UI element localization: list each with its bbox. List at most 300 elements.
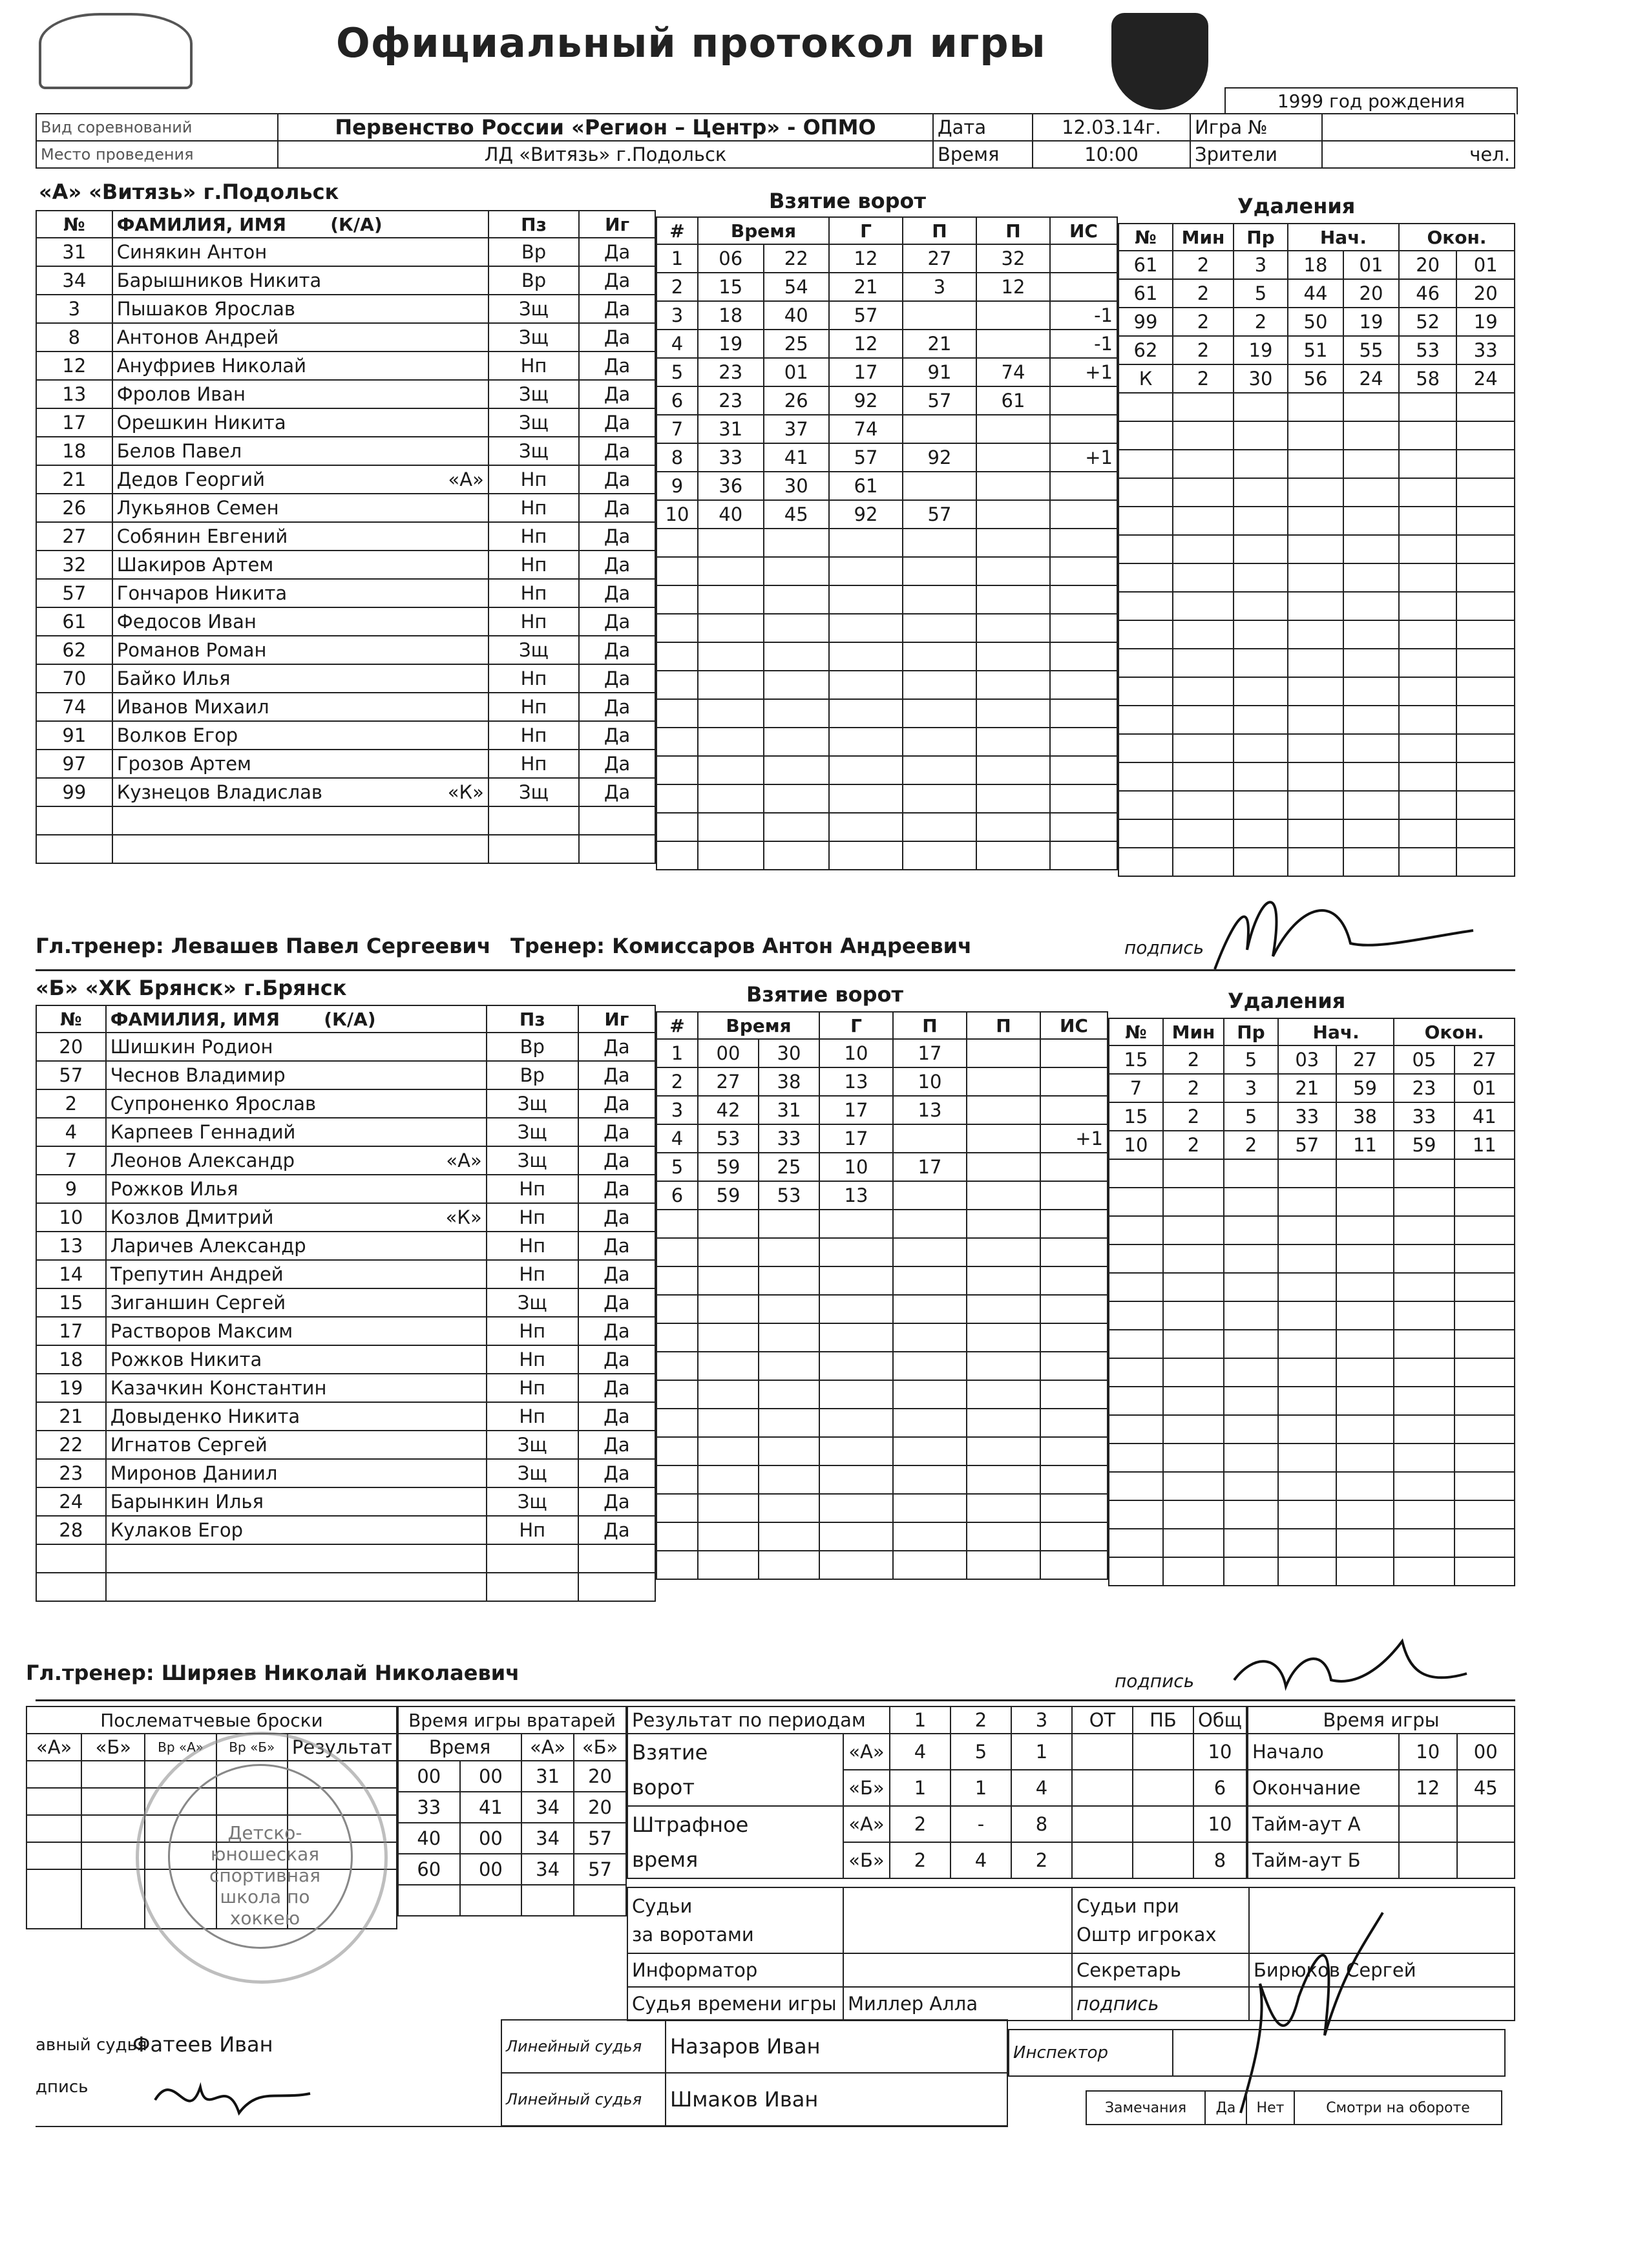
start-label: Начало [1248, 1734, 1399, 1770]
penalty-end-sec [1455, 1216, 1515, 1244]
goal-situation [1040, 1039, 1108, 1067]
roster-row [36, 437, 655, 465]
penalty-end-sec [1456, 649, 1515, 677]
venue-value: ЛД «Витязь» г.Подольск [278, 141, 933, 168]
penalty-end-min [1399, 478, 1457, 507]
goal-second [764, 813, 830, 841]
player-number: 22 [36, 1431, 106, 1459]
penalty-player [1109, 1159, 1163, 1188]
goals-a-p3: 1 [1011, 1734, 1072, 1770]
penalty-row [1119, 791, 1515, 819]
penalty-player [1109, 1301, 1163, 1330]
penalty-minutes [1163, 1472, 1224, 1500]
pim-a-p1: 2 [890, 1806, 951, 1842]
goal-assist1 [893, 1124, 967, 1153]
penalty-end-min [1394, 1557, 1454, 1586]
goal-minute: 36 [698, 472, 764, 500]
penalty-minutes [1163, 1415, 1224, 1444]
period-col-ot: ОТ [1072, 1706, 1133, 1734]
goal-situation [1050, 671, 1117, 699]
gk-row [398, 1885, 626, 1916]
penalty-start-min [1278, 1301, 1336, 1330]
goal-situation [1050, 273, 1117, 301]
goal-second [764, 841, 830, 870]
goal-row [656, 472, 1117, 500]
player-position [487, 1573, 578, 1601]
linesman2-label: Линейный судья [501, 2073, 666, 2126]
roster-row [36, 1089, 655, 1118]
player-name: Чеснов Владимир [106, 1061, 487, 1089]
penalty-start-sec [1343, 762, 1399, 791]
goal-assist2 [976, 529, 1050, 557]
goal-second [759, 1323, 819, 1352]
penalty-minutes [1173, 592, 1234, 620]
team-a-goals [656, 216, 1118, 870]
goal-situation [1050, 614, 1117, 642]
goal-assist2: 74 [976, 358, 1050, 386]
penalty-start-min [1278, 1358, 1336, 1387]
period-col-so: ПБ [1133, 1706, 1193, 1734]
penalty-end-min [1394, 1244, 1454, 1273]
goal-assist1: 13 [893, 1096, 967, 1124]
penalty-end-min [1399, 450, 1457, 478]
goal-situation [1040, 1181, 1108, 1210]
penalty-row [1119, 706, 1515, 734]
penalty-minutes [1173, 819, 1234, 848]
penalty-start-min [1288, 677, 1343, 706]
penalty-start-min [1278, 1159, 1336, 1188]
goal-situation [1050, 585, 1117, 614]
penalty-end-min [1399, 592, 1457, 620]
start-minute: 00 [1457, 1734, 1515, 1770]
penalty-minutes [1173, 791, 1234, 819]
penalty-reason [1234, 421, 1288, 450]
goal-assist2 [976, 614, 1050, 642]
team-a-goals-title: Взятие ворот [769, 189, 927, 213]
penalty-end-sec: 27 [1455, 1045, 1515, 1074]
penalty-start-min: 50 [1288, 308, 1343, 336]
goal-assist2 [976, 813, 1050, 841]
player-number: 21 [36, 1402, 106, 1431]
gk-second: 41 [460, 1792, 522, 1823]
penalty-end-sec [1455, 1557, 1515, 1586]
gk-b: 20 [574, 1792, 626, 1823]
goal-assist2 [967, 1323, 1040, 1352]
goal-situation: +1 [1040, 1124, 1108, 1153]
player-number: 15 [36, 1288, 106, 1317]
goal-row [656, 1409, 1108, 1437]
team-a-penalties-title: Удаления [1237, 194, 1356, 218]
gk-minute: 33 [398, 1792, 460, 1823]
col-name: ФАМИЛИЯ, ИМЯ (К/А) [112, 211, 488, 238]
penalty-player [1119, 734, 1173, 762]
player-number: 20 [36, 1033, 106, 1061]
penalty-player [1119, 620, 1173, 649]
penalty-row [1119, 279, 1515, 308]
goal-second: 37 [764, 415, 830, 443]
penalty-row [1109, 1529, 1515, 1557]
goal-assist2 [976, 642, 1050, 671]
penalty-end-min [1394, 1330, 1454, 1358]
penalty-row [1109, 1102, 1515, 1131]
goal-row [656, 756, 1117, 784]
roster-row [36, 1374, 655, 1402]
penalty-end-min [1399, 677, 1457, 706]
penalty-start-min [1278, 1330, 1336, 1358]
player-name: Зиганшин Сергей [106, 1288, 487, 1317]
goal-minute [698, 728, 764, 756]
penalty-end-min [1399, 507, 1457, 535]
gk-b: 57 [574, 1854, 626, 1885]
player-number: 74 [36, 693, 112, 721]
goal-minute [698, 1323, 759, 1352]
goal-row [656, 557, 1117, 585]
roster-row [36, 266, 655, 295]
goal-assist1: 17 [893, 1039, 967, 1067]
penalty-player: 62 [1119, 336, 1173, 364]
penalty-start-min [1288, 762, 1343, 791]
pim-b-p2: 4 [951, 1842, 1011, 1878]
penalty-row [1119, 819, 1515, 848]
penalty-start-sec [1336, 1301, 1394, 1330]
player-position: Нп [488, 522, 579, 551]
goal-row [656, 529, 1117, 557]
player-number: 57 [36, 579, 112, 607]
player-position [487, 1544, 578, 1573]
player-name: Миронов Даниил [106, 1459, 487, 1487]
penalty-end-sec: 20 [1456, 279, 1515, 308]
goal-scorer: 17 [819, 1096, 893, 1124]
goal-scorer [819, 1323, 893, 1352]
player-name: Барынкин Илья [106, 1487, 487, 1516]
penalty-player [1109, 1500, 1163, 1529]
penalty-start-sec: 59 [1336, 1074, 1394, 1102]
goal-assist2 [976, 784, 1050, 813]
goal-number: 2 [656, 273, 698, 301]
penalty-minutes: 2 [1173, 279, 1234, 308]
player-name: Грозов Артем [112, 750, 488, 778]
penalty-player [1119, 450, 1173, 478]
team-a-coach-signature [1208, 853, 1480, 982]
end-label: Окончание [1248, 1770, 1399, 1806]
penalty-start-min [1278, 1444, 1336, 1472]
penalty-end-min [1394, 1444, 1454, 1472]
player-number: 4 [36, 1118, 106, 1146]
game-time-table [1247, 1706, 1515, 1879]
goal-number [656, 1210, 698, 1238]
goal-assist2 [967, 1522, 1040, 1551]
player-played: Да [578, 1288, 655, 1317]
goal-assist1: 92 [903, 443, 976, 472]
goal-assist2 [967, 1238, 1040, 1266]
goal-assist1 [893, 1551, 967, 1579]
roster-row [36, 323, 655, 352]
roster-row [36, 1317, 655, 1345]
roster-row [36, 551, 655, 579]
penalty-start-min [1288, 791, 1343, 819]
goal-scorer: 57 [829, 443, 903, 472]
period-col-1: 1 [890, 1706, 951, 1734]
player-number: 91 [36, 721, 112, 750]
player-position: Зщ [487, 1146, 578, 1175]
goal-row [656, 784, 1117, 813]
roster-row [36, 380, 655, 408]
page-title: Официальный протокол игры [336, 19, 1046, 67]
penalty-minutes [1163, 1330, 1224, 1358]
goal-number [656, 841, 698, 870]
gk-b [574, 1885, 626, 1916]
gk-a [521, 1885, 574, 1916]
penalty-player [1109, 1358, 1163, 1387]
goal-minute [698, 1210, 759, 1238]
goals-team-b: «Б» [843, 1770, 890, 1806]
goal-assist2 [967, 1153, 1040, 1181]
goal-second: 30 [759, 1039, 819, 1067]
gk-a: 34 [521, 1792, 574, 1823]
player-number [36, 1573, 106, 1601]
goal-number [656, 614, 698, 642]
goal-assist2 [976, 500, 1050, 529]
player-number: 97 [36, 750, 112, 778]
goal-assist1 [903, 841, 976, 870]
player-played: Да [579, 579, 655, 607]
goal-assist1: 10 [893, 1067, 967, 1096]
goal-situation [1050, 642, 1117, 671]
player-played: Да [579, 721, 655, 750]
penalty-minutes: 2 [1173, 251, 1234, 279]
goal-scorer [819, 1437, 893, 1465]
player-position: Нп [488, 465, 579, 494]
player-played [578, 1544, 655, 1573]
goal-minute [698, 699, 764, 728]
penalty-row [1119, 649, 1515, 677]
penalty-minutes [1173, 535, 1234, 563]
goal-row [656, 841, 1117, 870]
penalty-start-sec [1336, 1529, 1394, 1557]
penalty-reason [1234, 649, 1288, 677]
team-b-goals [656, 1011, 1108, 1580]
end-minute: 45 [1457, 1770, 1515, 1806]
penalty-end-sec [1455, 1529, 1515, 1557]
roster-row [36, 1061, 655, 1089]
player-name: Рожков Никита [106, 1345, 487, 1374]
goal-assist2 [976, 330, 1050, 358]
penalty-end-sec [1456, 791, 1515, 819]
goals-b-so [1133, 1770, 1193, 1806]
player-played: Да [579, 238, 655, 266]
penalty-reason [1234, 791, 1288, 819]
goal-row [656, 500, 1117, 529]
goal-minute [698, 1465, 759, 1494]
team-a-head-coach: Гл.тренер: Левашев Павел Сергеевич [36, 934, 491, 958]
captain-mark: «К» [447, 781, 484, 803]
player-played: Да [579, 323, 655, 352]
goal-row [656, 813, 1117, 841]
penalty-minutes [1163, 1188, 1224, 1216]
penalty-end-sec [1455, 1273, 1515, 1301]
roster-row [36, 1175, 655, 1203]
penalty-start-min: 57 [1278, 1131, 1336, 1159]
penalty-player [1109, 1557, 1163, 1586]
penalty-reason: 30 [1234, 364, 1288, 393]
goal-situation [1050, 244, 1117, 273]
penalty-minutes: 2 [1163, 1045, 1224, 1074]
goal-minute [698, 1238, 759, 1266]
goal-number [656, 557, 698, 585]
player-number: 34 [36, 266, 112, 295]
penalty-start-sec: 24 [1343, 364, 1399, 393]
penalty-reason [1234, 507, 1288, 535]
goal-scorer: 10 [819, 1039, 893, 1067]
pim-a-total: 10 [1193, 1806, 1246, 1842]
penalty-row [1109, 1358, 1515, 1387]
goal-scorer: 57 [829, 301, 903, 330]
penalty-start-sec [1343, 592, 1399, 620]
goal-assist2 [967, 1352, 1040, 1380]
player-number: 21 [36, 465, 112, 494]
player-position: Нп [488, 664, 579, 693]
penalty-start-min: 33 [1278, 1102, 1336, 1131]
player-name: Казачкин Константин [106, 1374, 487, 1402]
penalty-row [1109, 1244, 1515, 1273]
goal-minute: 19 [698, 330, 764, 358]
goal-scorer: 17 [829, 358, 903, 386]
goal-assist2: 32 [976, 244, 1050, 273]
goals-team-a: «А» [843, 1734, 890, 1770]
player-played: Да [579, 295, 655, 323]
roster-row [36, 1288, 655, 1317]
roster-row [36, 778, 655, 806]
head-referee-sign-label: дпись [36, 2077, 89, 2097]
player-position: Нп [488, 721, 579, 750]
pim-a-p3: 8 [1011, 1806, 1072, 1842]
goal-minute [698, 1380, 759, 1409]
penalty-player [1119, 478, 1173, 507]
player-position [488, 806, 579, 835]
penalty-player [1119, 762, 1173, 791]
goal-assist1 [893, 1210, 967, 1238]
penalty-end-sec [1456, 677, 1515, 706]
goal-number [656, 784, 698, 813]
penalty-start-sec [1343, 563, 1399, 592]
player-played: Да [579, 437, 655, 465]
penalty-end-sec [1456, 535, 1515, 563]
penalty-end-sec [1455, 1244, 1515, 1273]
captain-mark: «К» [445, 1206, 482, 1228]
col-num: № [36, 1005, 106, 1033]
penalty-start-min [1288, 819, 1343, 848]
goal-row [656, 415, 1117, 443]
penalty-end-min [1399, 421, 1457, 450]
competition-value: Первенство России «Регион – Центр» - ОПМО [278, 114, 933, 141]
goal-assist1 [893, 1494, 967, 1522]
team-b-coach-signature [1228, 1628, 1473, 1706]
spectators-unit: чел. [1322, 141, 1515, 168]
goals-col-situation: ИС [1050, 217, 1117, 244]
goal-minute [698, 1437, 759, 1465]
player-played: Да [578, 1033, 655, 1061]
goal-situation [1040, 1494, 1108, 1522]
penalty-end-min [1399, 620, 1457, 649]
goal-assist2 [976, 585, 1050, 614]
goals-col-num: # [656, 217, 698, 244]
goal-assist1 [893, 1437, 967, 1465]
player-number [36, 1544, 106, 1573]
goal-row [656, 642, 1117, 671]
goal-scorer: 61 [829, 472, 903, 500]
goal-scorer [829, 671, 903, 699]
goal-minute: 53 [698, 1124, 759, 1153]
penalty-reason [1234, 478, 1288, 507]
gk-second: 00 [460, 1854, 522, 1885]
player-played: Да [579, 551, 655, 579]
goal-second [759, 1437, 819, 1465]
player-position: Нп [487, 1232, 578, 1260]
head-referee-signature [149, 2061, 317, 2132]
player-number: 19 [36, 1374, 106, 1402]
penalty-minutes [1173, 620, 1234, 649]
penalty-row [1119, 251, 1515, 279]
penalty-end-min [1399, 649, 1457, 677]
pim-a-p2: - [951, 1806, 1011, 1842]
pen-col-reason: Пр [1234, 224, 1288, 251]
goal-minute [698, 1409, 759, 1437]
penalty-reason [1224, 1188, 1278, 1216]
goal-row [656, 1352, 1108, 1380]
player-position: Зщ [488, 636, 579, 664]
goal-minute: 06 [698, 244, 764, 273]
goal-minute: 31 [698, 415, 764, 443]
penalty-minutes [1173, 450, 1234, 478]
goal-second: 26 [764, 386, 830, 415]
roster-row [36, 636, 655, 664]
penalty-start-min: 21 [1278, 1074, 1336, 1102]
penalty-reason: 5 [1234, 279, 1288, 308]
player-number: 8 [36, 323, 112, 352]
penalty-minutes: 2 [1173, 336, 1234, 364]
player-played: Да [579, 266, 655, 295]
pim-team-b: «Б» [843, 1842, 890, 1878]
goal-situation [1040, 1352, 1108, 1380]
goal-scorer [819, 1238, 893, 1266]
goal-scorer [819, 1465, 893, 1494]
shootout-col-a: «А» [26, 1734, 81, 1761]
goal-number: 5 [656, 358, 698, 386]
goal-second [759, 1295, 819, 1323]
penalty-end-min: 05 [1394, 1045, 1454, 1074]
penalty-minutes [1163, 1358, 1224, 1387]
goal-scorer: 12 [829, 244, 903, 273]
penalty-end-sec [1456, 706, 1515, 734]
goal-assist2 [967, 1551, 1040, 1579]
goal-second [764, 642, 830, 671]
gk-minute: 40 [398, 1823, 460, 1854]
goal-situation [1050, 500, 1117, 529]
team-a-sign-label: подпись [1124, 937, 1204, 958]
penalty-end-min: 20 [1399, 251, 1457, 279]
penalty-start-sec [1336, 1472, 1394, 1500]
player-name [112, 806, 488, 835]
player-played: Да [579, 380, 655, 408]
penalty-player: 99 [1119, 308, 1173, 336]
goal-number [656, 1352, 698, 1380]
goal-second [764, 585, 830, 614]
game-time-title: Время игры [1248, 1706, 1515, 1734]
team-b-sign-label: подпись [1115, 1670, 1195, 1692]
goal-minute [698, 642, 764, 671]
player-played: Да [578, 1146, 655, 1175]
player-played: Да [578, 1516, 655, 1544]
